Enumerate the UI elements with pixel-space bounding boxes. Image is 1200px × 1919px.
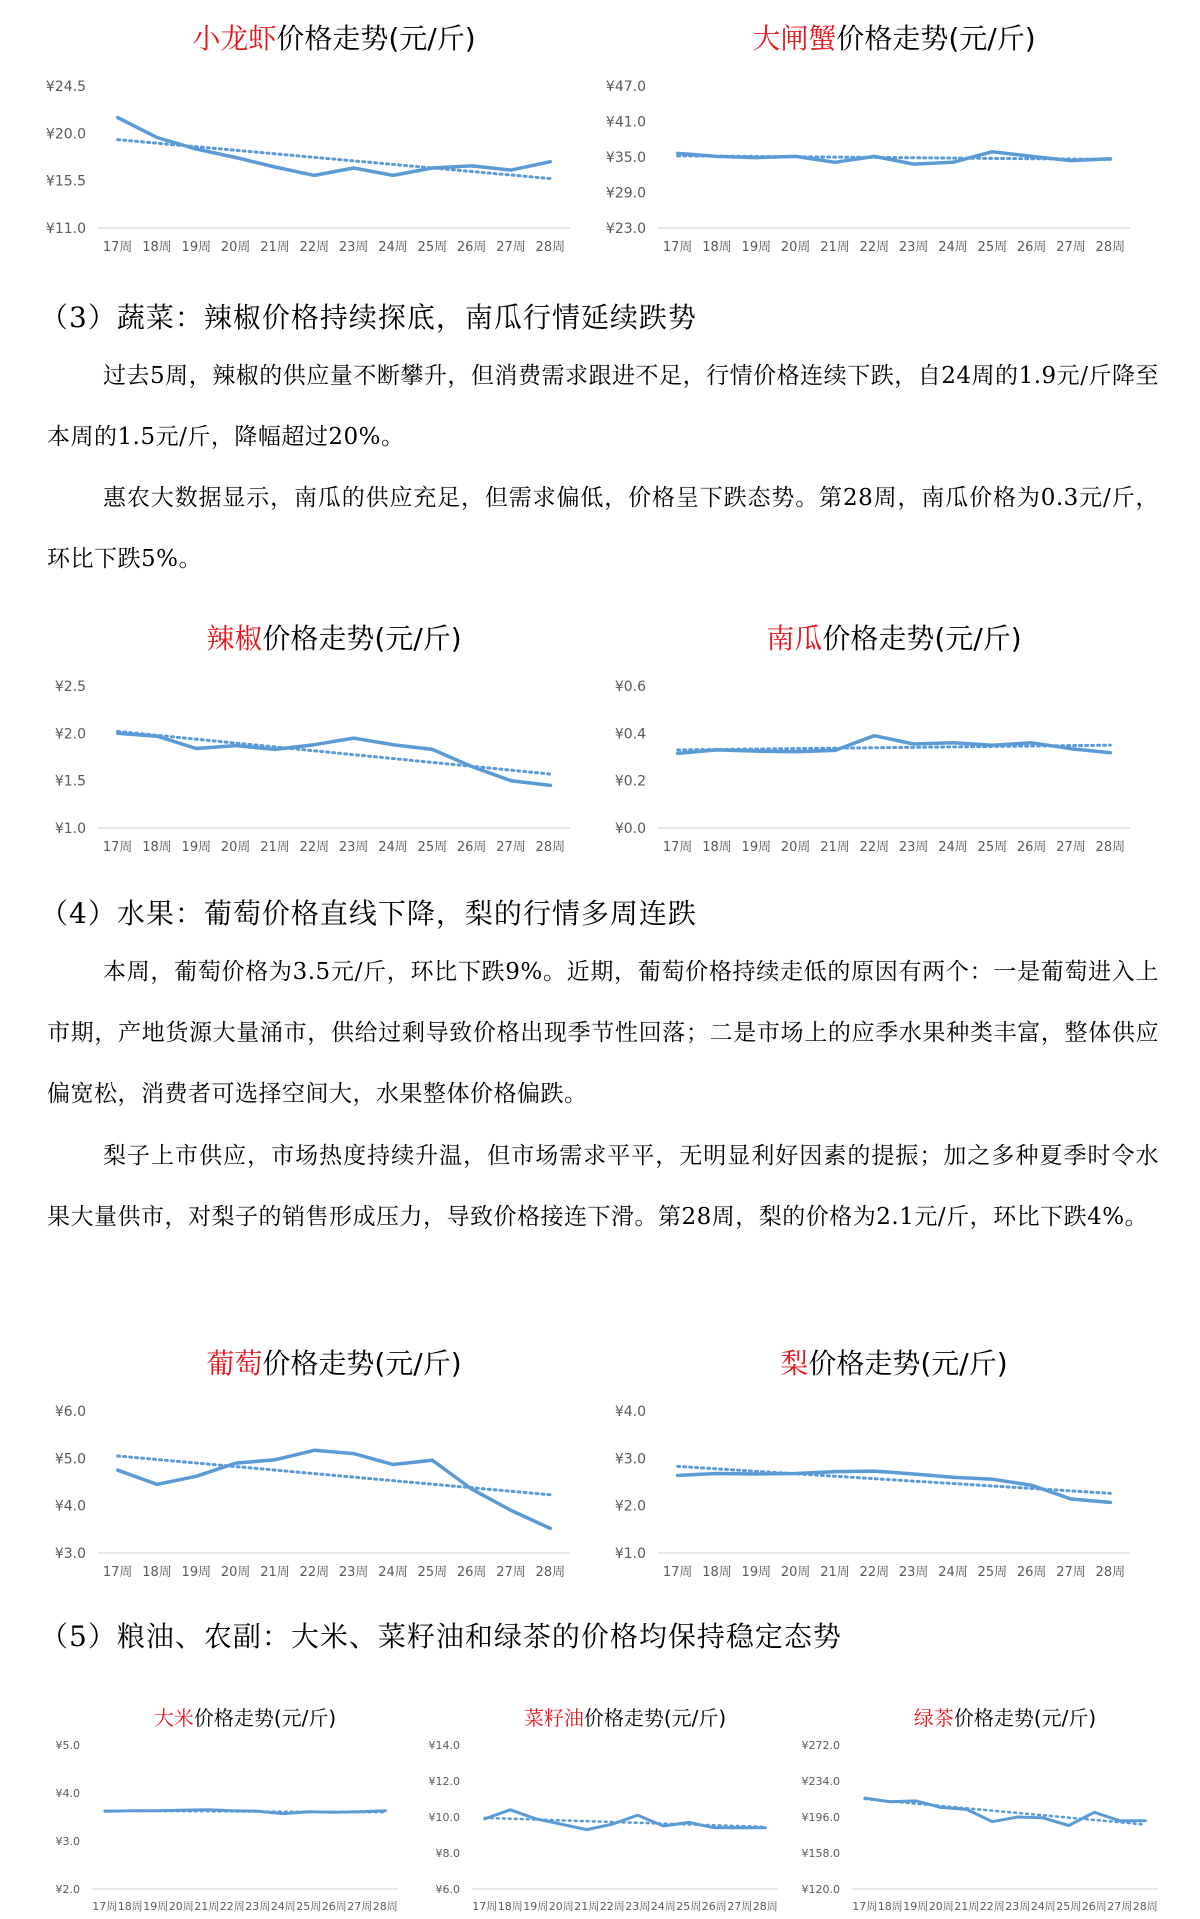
price-series-line [118, 733, 551, 785]
x-tick-label: 19周 [741, 240, 772, 255]
x-tick-label: 27周 [496, 240, 526, 255]
y-tick-label: ¥2.5 [54, 679, 86, 696]
y-tick-label: ¥234.0 [801, 1774, 840, 1788]
x-tick-label: 22周 [859, 240, 890, 255]
y-tick-label: ¥0.6 [614, 679, 646, 696]
y-tick-label: ¥35.0 [605, 150, 646, 167]
x-tick-label: 18周 [702, 840, 732, 855]
x-tick-label: 18周 [142, 240, 172, 255]
x-tick-label: 21周 [820, 840, 850, 855]
x-tick-label: 21周 [194, 1900, 220, 1913]
y-tick-label: ¥2.0 [55, 1882, 80, 1896]
x-tick-label: 20周 [548, 1900, 574, 1913]
chart-title [206, 622, 461, 655]
x-tick-label: 24周 [378, 1565, 408, 1580]
x-tick-label: 25周 [676, 1900, 702, 1913]
y-tick-label: ¥15.5 [45, 173, 86, 190]
y-tick-label: ¥14.0 [428, 1738, 460, 1752]
chart-title-suffix: 价格走势(元/斤) [822, 622, 1022, 655]
x-tick-label: 21周 [574, 1900, 600, 1913]
x-tick-label: 26周 [1081, 1900, 1107, 1913]
x-tick-label: 28周 [535, 1565, 566, 1580]
x-tick-label: 23周 [338, 840, 369, 855]
paragraph-pear: 梨子上市供应，市场热度持续升温，但市场需求平平，无明显利好因素的提振；加之多种夏季时令水果大量供市，对梨子的销售形成压力，导致价格接连下滑。第28周，梨的价格为2.1元/斤，环比下跌4%。 [47, 1143, 1159, 1230]
y-tick-label: ¥1.0 [614, 1546, 646, 1563]
chart-svg [30, 600, 590, 880]
chart-svg [30, 1695, 410, 1919]
x-tick-label: 18周 [497, 1900, 523, 1913]
x-tick-label: 25周 [417, 1565, 448, 1580]
chart-title [154, 1706, 336, 1730]
x-tick-label: 22周 [859, 840, 890, 855]
x-tick-label: 25周 [977, 840, 1008, 855]
y-tick-label: ¥12.0 [428, 1774, 460, 1788]
x-tick-label: 26周 [456, 240, 487, 255]
x-tick-label: 26周 [1016, 240, 1047, 255]
x-tick-label: 23周 [898, 1565, 929, 1580]
chart-title-product: 大米 [153, 1706, 194, 1730]
x-tick-label: 21周 [954, 1900, 980, 1913]
chart-chili-pepper [30, 600, 590, 880]
y-tick-label: ¥29.0 [605, 185, 646, 202]
paragraph-pumpkin: 惠农大数据显示，南瓜的供应充足，但需求偏低，价格呈下跌态势。第28周，南瓜价格为0.3元/斤，环比下跌5%。 [47, 485, 1159, 572]
x-tick-label: 20周 [220, 840, 251, 855]
chart-title-product: 葡萄 [206, 1347, 263, 1380]
x-tick-label: 22周 [599, 1900, 625, 1913]
y-tick-label: ¥0.4 [614, 726, 646, 743]
y-tick-label: ¥3.0 [55, 1834, 80, 1848]
chart-svg [30, 1325, 590, 1605]
x-tick-label: 28周 [535, 840, 566, 855]
x-tick-label: 22周 [859, 1565, 890, 1580]
x-tick-label: 17周 [472, 1900, 498, 1913]
chart-title-product: 南瓜 [766, 622, 823, 655]
y-tick-label: ¥6.0 [54, 1404, 86, 1421]
x-tick-label: 26周 [1016, 840, 1047, 855]
chart-title-product: 大闸蟹 [752, 22, 837, 55]
x-tick-label: 17周 [662, 1565, 693, 1580]
price-series-line [118, 118, 551, 176]
x-tick-label: 21周 [260, 240, 290, 255]
x-tick-label: 24周 [378, 840, 408, 855]
x-tick-label: 19周 [143, 1900, 169, 1913]
y-tick-label: ¥2.0 [54, 726, 86, 743]
chart-svg [590, 600, 1150, 880]
chart-grape [30, 1325, 590, 1605]
x-tick-label: 23周 [625, 1900, 651, 1913]
chart-title [524, 1706, 726, 1730]
x-tick-label: 20周 [220, 240, 251, 255]
x-tick-label: 28周 [372, 1900, 398, 1913]
price-series-line [678, 1471, 1111, 1502]
chart-title-suffix: 价格走势(元/斤) [583, 1706, 727, 1730]
x-tick-label: 20周 [780, 840, 811, 855]
chart-rice [30, 1695, 410, 1919]
x-tick-label: 19周 [903, 1900, 929, 1913]
x-tick-label: 25周 [296, 1900, 322, 1913]
y-tick-label: ¥196.0 [801, 1810, 840, 1824]
x-tick-label: 25周 [417, 840, 448, 855]
y-tick-label: ¥4.0 [54, 1498, 86, 1515]
x-tick-label: 27周 [1056, 1565, 1086, 1580]
x-tick-label: 19周 [181, 840, 212, 855]
x-tick-label: 27周 [727, 1900, 753, 1913]
x-tick-label: 18周 [702, 1565, 732, 1580]
x-tick-label: 18周 [877, 1900, 903, 1913]
x-tick-label: 19周 [741, 1565, 772, 1580]
x-tick-label: 28周 [1095, 240, 1126, 255]
chart-svg [590, 1325, 1150, 1605]
y-tick-label: ¥158.0 [801, 1846, 840, 1860]
price-series-line [678, 736, 1111, 754]
x-tick-label: 17周 [102, 240, 133, 255]
x-tick-label: 21周 [260, 840, 290, 855]
x-tick-label: 26周 [456, 1565, 487, 1580]
x-tick-label: 27周 [1056, 840, 1086, 855]
x-tick-label: 27周 [1107, 1900, 1133, 1913]
chart-pumpkin [590, 600, 1150, 880]
x-tick-label: 28周 [752, 1900, 778, 1913]
x-tick-label: 23周 [338, 240, 369, 255]
x-tick-label: 26周 [456, 840, 487, 855]
x-tick-label: 19周 [741, 840, 772, 855]
y-tick-label: ¥20.0 [45, 126, 86, 143]
x-tick-label: 20周 [928, 1900, 954, 1913]
y-tick-label: ¥4.0 [614, 1404, 646, 1421]
chart-title [192, 22, 475, 55]
x-tick-label: 17周 [92, 1900, 118, 1913]
x-tick-label: 19周 [181, 240, 212, 255]
paragraph-grape: 本周，葡萄价格为3.5元/斤，环比下跌9%。近期，葡萄价格持续走低的原因有两个：一是葡萄进入上市期，产地货源大量涌市，供给过剩导致价格出现季节性回落；二是市场上的应季水果种类丰富，整体供应偏宽松，消费者可选择空间大，水果整体价格偏跌。 [47, 959, 1159, 1107]
chart-title-suffix: 价格走势(元/斤) [953, 1706, 1097, 1730]
chart-svg [410, 1695, 790, 1919]
y-tick-label: ¥3.0 [54, 1546, 86, 1563]
x-tick-label: 28周 [1132, 1900, 1158, 1913]
y-tick-label: ¥23.0 [605, 221, 646, 238]
x-tick-label: 21周 [820, 240, 850, 255]
y-tick-label: ¥8.0 [435, 1846, 460, 1860]
chart-title [766, 622, 1021, 655]
y-tick-label: ¥0.2 [614, 773, 646, 790]
section-heading-fruits: （4）水果：葡萄价格直线下降，梨的行情多周连跌 [40, 897, 697, 930]
section-heading-grain-oil: （5）粮油、农副：大米、菜籽油和绿茶的价格均保持稳定态势 [40, 1620, 842, 1653]
y-tick-label: ¥4.0 [55, 1786, 80, 1800]
x-tick-label: 27周 [496, 1565, 526, 1580]
chart-rapeseed-oil [410, 1695, 790, 1919]
chart-title-product: 辣椒 [206, 622, 263, 655]
paragraph-pepper: 过去5周，辣椒的供应量不断攀升，但消费需求跟进不足，行情价格连续下跌，自24周的1.9元/斤降至本周的1.5元/斤，降幅超过20%。 [47, 363, 1159, 450]
x-tick-label: 21周 [260, 1565, 290, 1580]
y-tick-label: ¥5.0 [54, 1451, 86, 1468]
x-tick-label: 28周 [535, 240, 566, 255]
chart-title [914, 1706, 1096, 1730]
x-tick-label: 23周 [245, 1900, 271, 1913]
x-tick-label: 23周 [898, 240, 929, 255]
x-tick-label: 24周 [270, 1900, 296, 1913]
y-tick-label: ¥6.0 [435, 1882, 460, 1896]
x-tick-label: 17周 [662, 240, 693, 255]
chart-hairy-crab [590, 0, 1150, 280]
y-tick-label: ¥41.0 [605, 114, 646, 131]
x-tick-label: 17周 [852, 1900, 878, 1913]
x-tick-label: 24周 [650, 1900, 676, 1913]
x-tick-label: 18周 [142, 1565, 172, 1580]
section-heading-vegetables: （3）蔬菜：辣椒价格持续探底，南瓜行情延续跌势 [40, 301, 697, 334]
x-tick-label: 25周 [977, 240, 1008, 255]
chart-title [780, 1347, 1007, 1380]
x-tick-label: 22周 [299, 1565, 330, 1580]
chart-title-suffix: 价格走势(元/斤) [836, 22, 1036, 55]
chart-title-suffix: 价格走势(元/斤) [193, 1706, 337, 1730]
x-tick-label: 24周 [378, 240, 408, 255]
chart-title [752, 22, 1035, 55]
x-tick-label: 23周 [898, 840, 929, 855]
y-tick-label: ¥1.5 [54, 773, 86, 790]
x-tick-label: 20周 [780, 1565, 811, 1580]
y-tick-label: ¥24.5 [45, 79, 86, 96]
y-tick-label: ¥47.0 [605, 79, 646, 96]
y-tick-label: ¥120.0 [801, 1882, 840, 1896]
chart-svg [790, 1695, 1170, 1919]
chart-title-product: 绿茶 [913, 1706, 954, 1730]
y-tick-label: ¥2.0 [614, 1498, 646, 1515]
x-tick-label: 17周 [662, 840, 693, 855]
chart-title-product: 梨 [780, 1347, 809, 1380]
x-tick-label: 24周 [938, 1565, 968, 1580]
chart-crayfish [30, 0, 590, 280]
x-tick-label: 28周 [1095, 1565, 1126, 1580]
x-tick-label: 24周 [1030, 1900, 1056, 1913]
x-tick-label: 22周 [979, 1900, 1005, 1913]
y-tick-label: ¥3.0 [614, 1451, 646, 1468]
chart-svg [30, 0, 590, 280]
x-tick-label: 24周 [938, 840, 968, 855]
chart-svg [590, 0, 1150, 280]
y-tick-label: ¥5.0 [55, 1738, 80, 1752]
x-tick-label: 22周 [299, 840, 330, 855]
chart-title-product: 菜籽油 [523, 1706, 584, 1730]
x-tick-label: 22周 [299, 240, 330, 255]
x-tick-label: 25周 [417, 240, 448, 255]
x-tick-label: 26周 [321, 1900, 347, 1913]
x-tick-label: 26周 [1016, 1565, 1047, 1580]
x-tick-label: 23周 [1005, 1900, 1031, 1913]
x-tick-label: 27周 [496, 840, 526, 855]
y-tick-label: ¥11.0 [45, 221, 86, 238]
chart-green-tea [790, 1695, 1170, 1919]
y-tick-label: ¥0.0 [614, 821, 646, 838]
trend-line [118, 1456, 551, 1495]
y-tick-label: ¥10.0 [428, 1810, 460, 1824]
x-tick-label: 22周 [219, 1900, 245, 1913]
chart-title-suffix: 价格走势(元/斤) [276, 22, 476, 55]
x-tick-label: 18周 [117, 1900, 143, 1913]
chart-title-suffix: 价格走势(元/斤) [808, 1347, 1008, 1380]
chart-title-product: 小龙虾 [192, 22, 277, 55]
x-tick-label: 20周 [780, 240, 811, 255]
x-tick-label: 23周 [338, 1565, 369, 1580]
x-tick-label: 21周 [820, 1565, 850, 1580]
price-series-line [105, 1810, 386, 1814]
x-tick-label: 25周 [977, 1565, 1008, 1580]
y-tick-label: ¥1.0 [54, 821, 86, 838]
chart-title-suffix: 价格走势(元/斤) [262, 1347, 462, 1380]
x-tick-label: 17周 [102, 840, 133, 855]
x-tick-label: 24周 [938, 240, 968, 255]
chart-title-suffix: 价格走势(元/斤) [262, 622, 462, 655]
x-tick-label: 20周 [220, 1565, 251, 1580]
x-tick-label: 27周 [1056, 240, 1086, 255]
x-tick-label: 26周 [701, 1900, 727, 1913]
y-tick-label: ¥272.0 [801, 1738, 840, 1752]
x-tick-label: 28周 [1095, 840, 1126, 855]
x-tick-label: 27周 [347, 1900, 373, 1913]
x-tick-label: 20周 [168, 1900, 194, 1913]
trend-line [118, 731, 551, 774]
x-tick-label: 18周 [142, 840, 172, 855]
x-tick-label: 18周 [702, 240, 732, 255]
x-tick-label: 19周 [181, 1565, 212, 1580]
x-tick-label: 25周 [1056, 1900, 1082, 1913]
chart-pear [590, 1325, 1150, 1605]
x-tick-label: 17周 [102, 1565, 133, 1580]
x-tick-label: 19周 [523, 1900, 549, 1913]
chart-title [206, 1347, 461, 1380]
